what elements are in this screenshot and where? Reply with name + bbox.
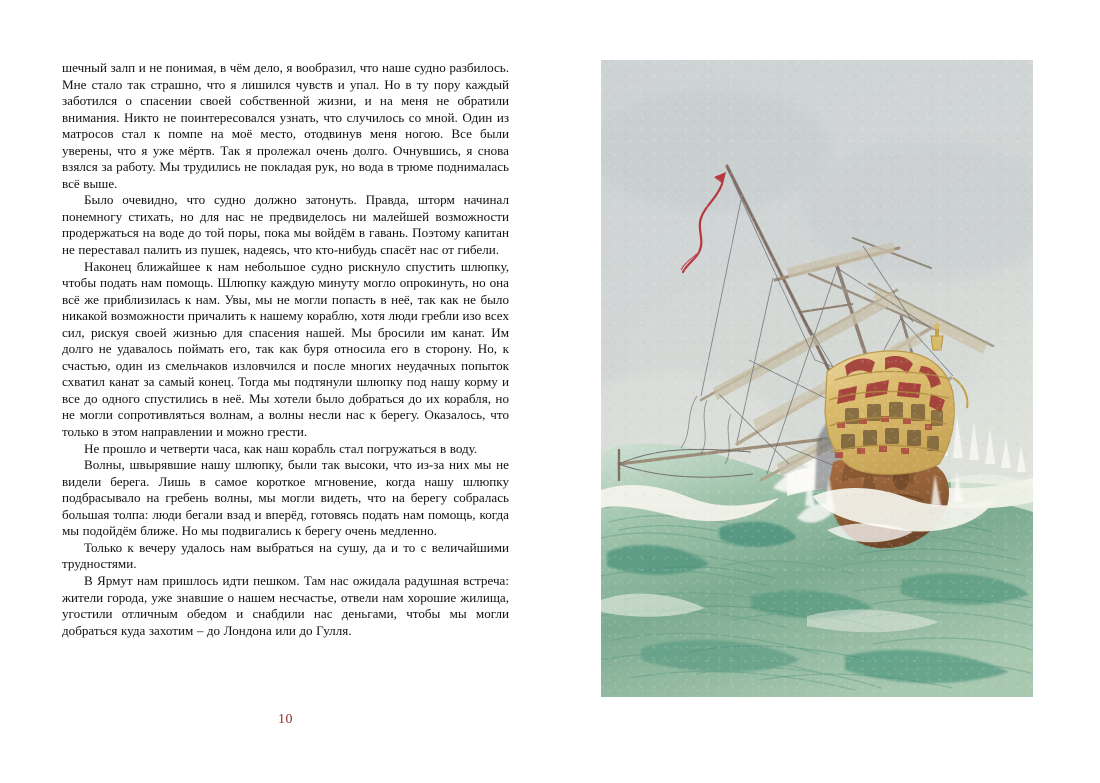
paragraph: Только к вечеру удалось нам выбраться на сушу, да и то с величайшими трудностями. — [62, 539, 509, 572]
illustration-sinking-ship — [601, 60, 1033, 697]
paragraph: Волны, швырявшие нашу шлюпку, были так высоки, что из-за них мы не видели берега. Лишь в самое короткое мгновение, когда нашу шлюпку подбрасывало на гребень волны, мы могли видеть, что на берегу собралась большая толпа: люди бегали взад и вперёд, готовясь подать нам помощь, когда мы подойдём ближе. Но мы подвигались к берегу очень медленно. — [62, 457, 509, 539]
paragraph: Не прошло и четверти часа, как наш корабль стал погружаться в воду. — [84, 440, 478, 456]
paragraph: В Ярмут нам пришлось идти пешком. Там нас ожидала радушная встреча: жители города, уже знавшие о нашем несчастье, отвели нам хорошие жилища, угостили отличным обедом и снабдили нас деньгами, чтобы мы могли добраться куда захотим – до Лондона или до Гулля. — [62, 572, 509, 638]
body-text-column — [62, 60, 509, 639]
ship-watercolor-svg — [601, 60, 1033, 697]
paragraph: шечный залп и не понимая, в чём дело, я вообразил, что наше судно разбилось. Мне стало так страшно, что я лишился чувств и упал. Но в ту пору каждый заботился о спасении своей собственной жизни, и на меня не обратили внимания. Никто не поинтересовался узнать, что случилось со мной. Один из матросов стал к помпе на моё место, отодвинув меня ногою. Все были уверены, что я уже мёртв. Так я пролежал очень долго. Очнувшись, я снова взялся за работу. Мы трудились не покладая рук, но вода в трюме поднималась всё выше. — [62, 60, 509, 191]
paragraph: Наконец ближайшее к нам небольшое судно рискнуло спустить шлюпку, чтобы подать нам помощь. Шлюпку каждую минуту могло опрокинуть, но она всё же приблизилась к нам. Увы, мы не могли попасть в неё, так как не было никакой возможности причалить к нашему кораблю, хотя люди гребли изо всех сил, рискуя своей жизнью для спасения нашей. Мы бросили им канат. Им долго не удавалось поймать его, так как буря относила его в сторону. Но, к счастью, один из смельчаков изловчился и после многих неудачных попыток схватил канат за самый конец. Тогда мы подтянули шлюпку под нашу корму и все до одного спустились в неё. Мы хотели было добраться до их корабля, но не могли сопротивляться волнам, а волны несли нас к берегу. Оказалось, что только в этом направлении и можно грести. — [62, 258, 509, 440]
paragraph: Было очевидно, что судно должно затонуть. Правда, шторм начинал понемногу стихать, но для нас не предвиделось ни малейшей возможности продержаться на воде до той поры, пока мы войдём в гавань. Поэтому капитан не переставал палить из пушек, надеясь, что кто-нибудь спасёт нас от гибели. — [62, 192, 509, 258]
page-number: 10 — [278, 712, 293, 727]
